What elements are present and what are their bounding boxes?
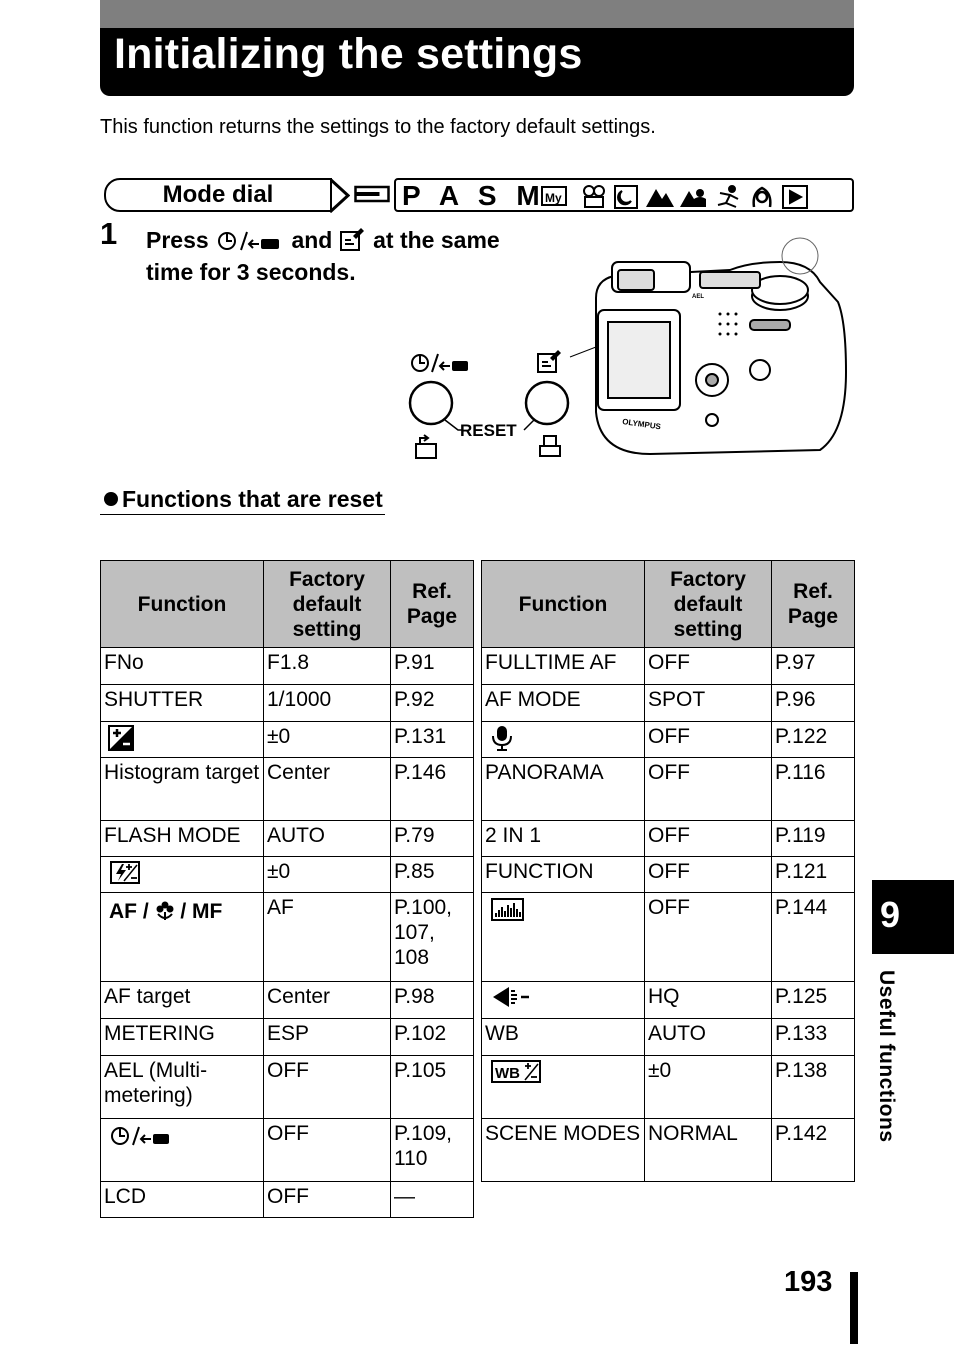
- table-header-row: [101, 561, 474, 648]
- header-ref-page: Ref. Page: [391, 561, 474, 648]
- cell-ref: P.97: [772, 648, 855, 685]
- cell-ref: P.125: [772, 982, 855, 1019]
- mode-dial-box: [394, 178, 854, 212]
- table-row: [101, 982, 474, 1019]
- reset-label: RESET: [460, 421, 517, 440]
- memory-card-icon: [354, 184, 390, 204]
- cell-function: [482, 722, 645, 758]
- cell-function: FULLTIME AF: [482, 648, 645, 685]
- camera-brand-label: OLYMPUS: [621, 417, 662, 432]
- cell-default: OFF: [645, 821, 772, 857]
- table-row: [482, 685, 855, 722]
- reset-table-left: [100, 560, 474, 1218]
- svg-text:My: My: [545, 191, 562, 205]
- table-row: [101, 758, 474, 821]
- header-factory-default: Factory default setting: [264, 561, 391, 648]
- section-heading-text: Functions that are reset: [122, 486, 383, 512]
- cell-ref: P.100, 107, 108: [391, 893, 474, 982]
- rotate-icon: [416, 435, 436, 458]
- table-row: [482, 1119, 855, 1182]
- landscape-icon: [646, 189, 674, 207]
- cell-function: Histogram target: [101, 758, 264, 821]
- cell-function: SCENE MODES: [482, 1119, 645, 1182]
- table-row: [101, 685, 474, 722]
- mode-letters: P A S M: [402, 180, 546, 211]
- cell-ref: P.138: [772, 1056, 855, 1119]
- table-header-row: [482, 561, 855, 648]
- section-heading: [100, 486, 385, 515]
- cell-default: AUTO: [645, 1019, 772, 1056]
- cell-default: Center: [264, 982, 391, 1019]
- page-number: 193: [784, 1266, 833, 1298]
- cell-ref: P.131: [391, 722, 474, 758]
- table-row: [482, 982, 855, 1019]
- camera-ael-label: AEL: [692, 294, 704, 300]
- table-row: [482, 758, 855, 821]
- reset-table-right: [481, 560, 855, 1182]
- cell-function: LCD: [101, 1182, 264, 1218]
- step-number: 1: [100, 216, 118, 251]
- cell-ref: P.102: [391, 1019, 474, 1056]
- table-row: [482, 893, 855, 982]
- step-line2-text: time for 3 seconds.: [146, 259, 356, 285]
- table-row: [101, 821, 474, 857]
- cell-function: WB: [482, 1019, 645, 1056]
- cell-default: OFF: [645, 648, 772, 685]
- step-and-word: and: [291, 227, 333, 253]
- table-row: [101, 893, 474, 982]
- cell-default: SPOT: [645, 685, 772, 722]
- scene-mode-icons: [540, 183, 846, 209]
- cell-ref: P.79: [391, 821, 474, 857]
- cell-default: OFF: [645, 722, 772, 758]
- table-row: [482, 722, 855, 758]
- cell-default: OFF: [645, 893, 772, 982]
- chapter-label: Useful functions: [875, 970, 898, 1143]
- cell-ref: P.121: [772, 857, 855, 893]
- wb-compensation-icon: [491, 1060, 543, 1084]
- header-factory-default: Factory default setting: [645, 561, 772, 648]
- cell-function: [482, 893, 645, 982]
- cell-function: [101, 722, 264, 758]
- chapter-tab: [872, 880, 954, 954]
- cell-function: METERING: [101, 1019, 264, 1056]
- cell-default: OFF: [645, 758, 772, 821]
- cell-default: AUTO: [264, 821, 391, 857]
- header-function: Function: [101, 561, 264, 648]
- cell-ref: P.92: [391, 685, 474, 722]
- cell-default: OFF: [264, 1056, 391, 1119]
- cell-function: FUNCTION: [482, 857, 645, 893]
- microphone-icon: [491, 725, 513, 751]
- header-ref-page: Ref. Page: [772, 561, 855, 648]
- cell-ref: P.142: [772, 1119, 855, 1182]
- my-mode-icon: [542, 187, 566, 205]
- cell-default: ±0: [645, 1056, 772, 1119]
- cell-ref: P.85: [391, 857, 474, 893]
- cell-default: Center: [264, 758, 391, 821]
- cell-function: PANORAMA: [482, 758, 645, 821]
- cell-ref: —: [391, 1182, 474, 1218]
- table-row: [482, 1056, 855, 1119]
- cell-ref: P.91: [391, 648, 474, 685]
- record-mode-icon: [491, 985, 535, 1009]
- self-timer-button: [410, 382, 452, 424]
- table-row: [101, 1182, 474, 1218]
- print-reserve-button-label-icon: [538, 350, 561, 372]
- cell-default: AF: [264, 893, 391, 982]
- cell-function: SHUTTER: [101, 685, 264, 722]
- cell-ref: P.96: [772, 685, 855, 722]
- cell-ref: P.105: [391, 1056, 474, 1119]
- cell-default: OFF: [264, 1182, 391, 1218]
- table-row: [101, 648, 474, 685]
- print-reserve-button: [526, 382, 568, 424]
- cell-default: F1.8: [264, 648, 391, 685]
- cell-function: AEL (Multi-metering): [101, 1056, 264, 1119]
- cell-default: ±0: [264, 722, 391, 758]
- step-press-word: Press: [146, 227, 209, 253]
- mode-dial-arrow-icon: [330, 178, 350, 213]
- mf-label: / MF: [174, 900, 223, 923]
- table-row: [101, 857, 474, 893]
- page-title: Initializing the settings: [114, 30, 583, 78]
- table-row: [101, 1056, 474, 1119]
- chapter-number: 9: [880, 894, 901, 935]
- cell-function: [482, 982, 645, 1019]
- cell-ref: P.116: [772, 758, 855, 821]
- cell-default: HQ: [645, 982, 772, 1019]
- title-strip: [100, 0, 854, 28]
- table-row: [101, 1119, 474, 1182]
- table-row: [482, 821, 855, 857]
- playback-icon: [783, 186, 807, 208]
- intro-text: This function returns the settings to the factory default settings.: [100, 116, 656, 138]
- table-row: [482, 857, 855, 893]
- page-bar: [850, 1272, 858, 1344]
- print-icon: [540, 436, 560, 456]
- table-row: [101, 1019, 474, 1056]
- cell-function: [101, 1119, 264, 1182]
- cell-ref: P.133: [772, 1019, 855, 1056]
- mode-dial-label: Mode dial: [104, 178, 332, 212]
- landscape-portrait-icon: [680, 189, 706, 207]
- macro-icon: [155, 900, 175, 920]
- self-timer-button-label-icon: [412, 354, 468, 372]
- cell-default: ESP: [264, 1019, 391, 1056]
- cell-ref: P.119: [772, 821, 855, 857]
- night-scene-icon: [615, 186, 637, 208]
- svg-text:WB: WB: [495, 1065, 520, 1082]
- cell-function: FLASH MODE: [101, 821, 264, 857]
- cell-default: OFF: [645, 857, 772, 893]
- cell-default: NORMAL: [645, 1119, 772, 1182]
- bullet-icon: [104, 492, 118, 506]
- cell-function: AF target: [101, 982, 264, 1019]
- cell-default: ±0: [264, 857, 391, 893]
- cell-function: FNo: [101, 648, 264, 685]
- table-row: [482, 648, 855, 685]
- header-function: Function: [482, 561, 645, 648]
- movie-icon: [584, 186, 604, 207]
- flash-intensity-icon: [110, 861, 142, 885]
- cell-ref: P.122: [772, 722, 855, 758]
- cell-ref: P.109, 110: [391, 1119, 474, 1182]
- cell-ref: P.98: [391, 982, 474, 1019]
- cell-function: [101, 893, 264, 982]
- print-reserve-icon: [339, 226, 367, 252]
- exposure-compensation-icon: [108, 725, 136, 751]
- sports-icon: [718, 186, 738, 207]
- af-label: AF /: [109, 900, 155, 923]
- title-bar: [100, 0, 854, 96]
- cell-default: OFF: [264, 1119, 391, 1182]
- table-row: [482, 1019, 855, 1056]
- histogram-icon: [491, 898, 525, 922]
- self-timer-remote-icon: [215, 228, 285, 252]
- mode-dial-row: [104, 178, 854, 212]
- cell-ref: P.144: [772, 893, 855, 982]
- table-row: [101, 722, 474, 758]
- cell-function: AF MODE: [482, 685, 645, 722]
- camera-illustration: [400, 232, 854, 468]
- portrait-icon: [754, 188, 771, 207]
- self-timer-remote-icon: [108, 1123, 178, 1147]
- step-rest-text: at the same: [373, 227, 500, 253]
- cell-function: [101, 857, 264, 893]
- cell-function: [482, 1056, 645, 1119]
- cell-ref: P.146: [391, 758, 474, 821]
- cell-function: 2 IN 1: [482, 821, 645, 857]
- cell-default: 1/1000: [264, 685, 391, 722]
